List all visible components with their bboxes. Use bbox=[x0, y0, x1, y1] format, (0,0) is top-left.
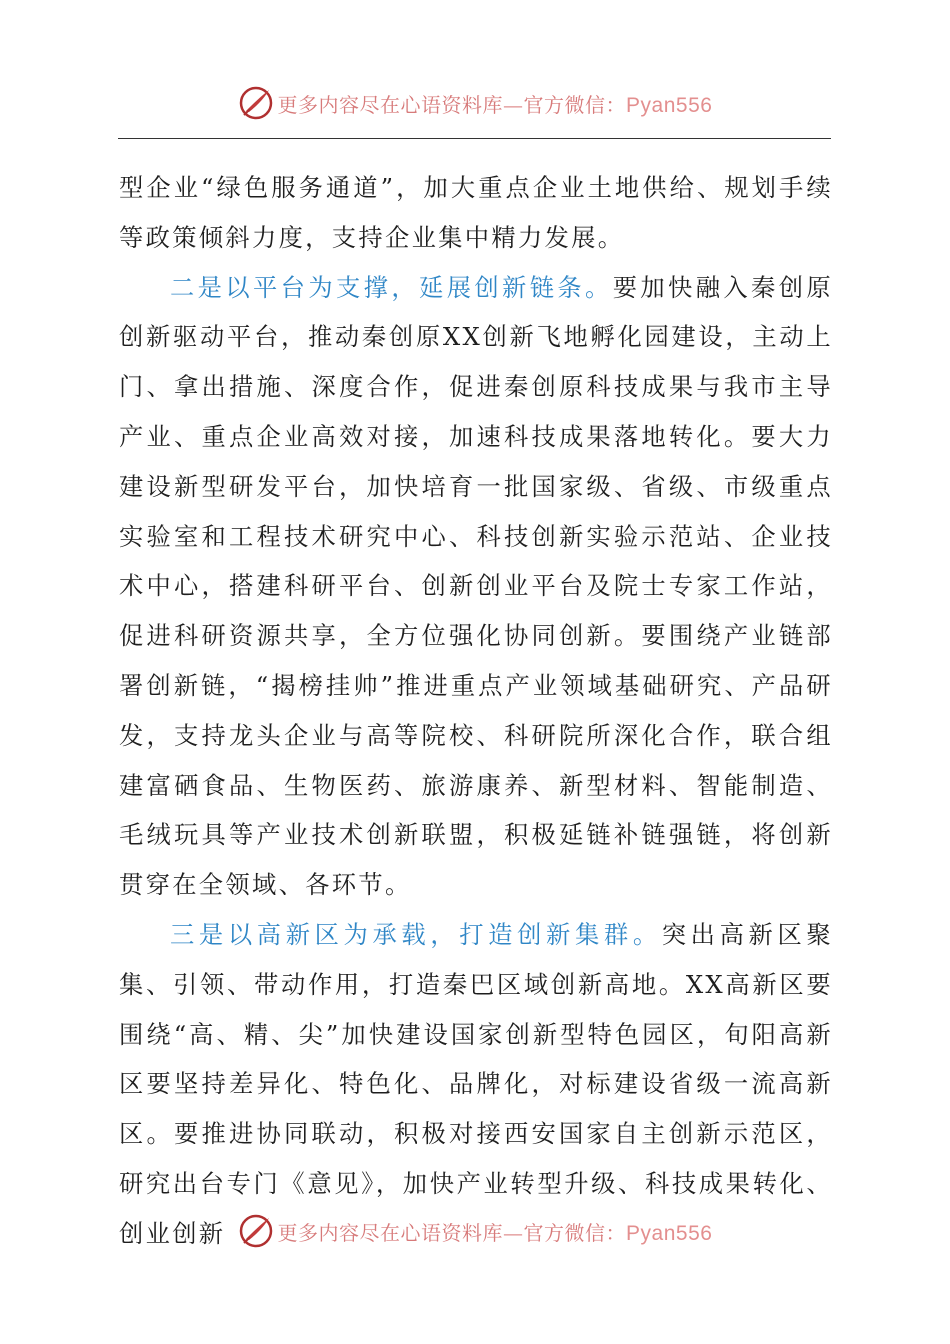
paragraph-2-heading: 二是以平台为支撑，延展创新链条。 bbox=[170, 272, 613, 302]
footer-banner-dash: — bbox=[503, 1220, 524, 1245]
header-banner-main: 更多内容尽在心语资料库 bbox=[277, 92, 504, 117]
document-body bbox=[119, 163, 833, 1259]
footer-banner-main: 更多内容尽在心语资料库 bbox=[277, 1220, 504, 1245]
footer-banner-wechat: 官方微信： bbox=[523, 1220, 627, 1245]
quill-logo-icon bbox=[238, 1213, 274, 1249]
header-banner bbox=[0, 81, 950, 125]
header-banner-dash: — bbox=[503, 92, 524, 117]
header-banner-id: Pyan556 bbox=[626, 93, 713, 117]
paragraph-2 bbox=[119, 263, 833, 910]
footer-banner bbox=[0, 1209, 950, 1253]
paragraph-1: 型企业“绿色服务通道”，加大重点企业土地供给、规划手续等政策倾斜力度，支持企业集中精力发展。 bbox=[119, 173, 833, 252]
quill-logo-icon bbox=[238, 85, 274, 121]
paragraph-3 bbox=[119, 910, 833, 1259]
header-banner-text bbox=[278, 89, 713, 118]
paragraph-3-heading: 三是以高新区为承载，打造创新集群。 bbox=[170, 919, 662, 949]
footer-banner-text bbox=[278, 1217, 713, 1246]
paragraph-2-text: 要加快融入秦创原创新驱动平台，推动秦创原XX创新飞地孵化园建设，主动上门、拿出措施、深度合作，促进秦创原科技成果与我市主导产业、重点企业高效对接，加速科技成果落地转化。要大力建设新型研发平台，加快培育一批国家级、省级、市级重点实验室和工程技术研究中心、科技创新实验示范站、企业技术中心，搭建科研平台、创新创业平台及院士专家工作站，促进科研资源共享，全方位强化协同创新。要围绕产业链部署创新链，“揭榜挂帅”推进重点产业领域基础研究、产品研发，支持龙头企业与高等院校、科研院所深化合作，联合组建富硒食品、生物医药、旅游康养、新型材料、智能制造、毛绒玩具等产业技术创新联盟，积极延链补链强链，将创新贯穿在全领域、各环节。 bbox=[119, 272, 833, 900]
paragraph-3-text: 突出高新区聚集、引领、带动作用，打造秦巴区域创新高地。XX高新区要围绕“高、精、尖”加快建设国家创新型特色园区，旬阳高新区要坚持差异化、特色化、品牌化，对标建设省级一流高新区。要推进协同联动，积极对接西安国家自主创新示范区，研究出台专门《意见》，加快产业转型升级、科技成果转化、创业创新 bbox=[119, 919, 833, 1248]
footer-banner-id: Pyan556 bbox=[626, 1221, 713, 1245]
header-banner-wechat: 官方微信： bbox=[523, 92, 627, 117]
header-divider bbox=[118, 138, 831, 139]
